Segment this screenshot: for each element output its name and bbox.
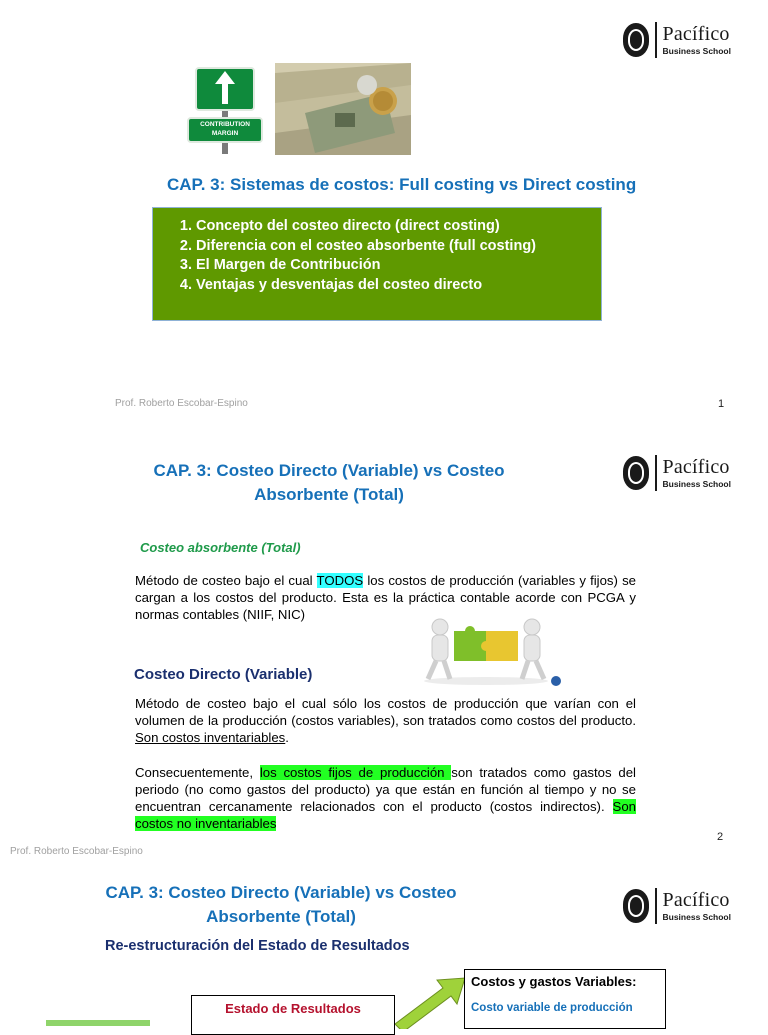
absorbing-paragraph: Método de costeo bajo el cual TODOS los costos de producción (variables y fijos) se cargan a los costos del producto. Esta es la práctica contable acorde con PCGA y normas contables (NIIF, NIC) <box>135 573 636 622</box>
logo-sub: Business School <box>662 46 731 57</box>
slide-1 <box>0 0 768 425</box>
sign-label: CONTRIBUTION MARGIN <box>200 121 250 137</box>
variable-costs-title: Costos y gastos Variables: <box>471 974 637 989</box>
pacifico-logo <box>623 888 731 924</box>
slide2-page-number: 2 <box>717 831 724 843</box>
slide3-title-line2: Absorbente (Total) <box>206 907 356 926</box>
topic-item: 4. Ventajas y desventajas del costeo directo <box>196 276 601 296</box>
variable-costs-box <box>464 969 666 1029</box>
highlight-fixed-costs: los costos fijos de producción <box>259 765 452 780</box>
money-image <box>275 63 411 155</box>
contribution-margin-sign-image <box>186 66 264 154</box>
variable-costs-item: Costo variable de producción <box>471 1002 633 1014</box>
direct-costing-heading: Costeo Directo (Variable) <box>134 666 313 683</box>
seal-icon <box>623 23 649 57</box>
slide-2 <box>0 433 768 861</box>
topic-item: 1. Concepto del costeo directo (direct costing) <box>196 217 601 237</box>
slide3-title-line1: CAP. 3: Costeo Directo (Variable) vs Costeo <box>105 883 457 902</box>
seal-icon <box>623 456 649 490</box>
direct-paragraph: Método de costeo bajo el cual sólo los costos de producción que varían con el volumen de la producción (costos variables), son tratados como costos del producto. Son costos inventariables. <box>135 696 636 745</box>
slide1-footer: Prof. Roberto Escobar-Espino <box>115 398 248 409</box>
slide2-footer: Prof. Roberto Escobar-Espino <box>10 846 143 857</box>
slide1-page-number: 1 <box>718 398 725 410</box>
slide2-title-line2: Absorbente (Total) <box>254 485 404 504</box>
estado-resultados-label: Estado de Resultados <box>225 1001 361 1016</box>
slide2-title <box>100 459 558 507</box>
green-block <box>46 1020 150 1026</box>
logo-name: Pacífico <box>662 456 730 479</box>
topics-list <box>153 208 601 295</box>
topic-item: 3. El Margen de Contribución <box>196 256 601 276</box>
estado-resultados-box <box>191 995 395 1035</box>
pacifico-logo <box>623 455 731 491</box>
arrow-icon <box>395 974 470 1029</box>
slide3-subtitle: Re-estructuración del Estado de Resultados <box>105 938 410 954</box>
slide1-title: CAP. 3: Sistemas de costos: Full costing vs Direct costing <box>167 175 637 194</box>
highlight-no-inventariables: Son costos no inventariables <box>135 799 636 831</box>
slide-3 <box>0 866 768 1024</box>
highlight-todos: TODOS <box>316 573 364 588</box>
puzzle-people-image <box>406 611 566 687</box>
inventariables-text: Son costos inventariables <box>135 730 286 745</box>
seal-icon <box>623 889 649 923</box>
logo-sub: Business School <box>662 912 731 923</box>
logo-name: Pacífico <box>662 889 730 912</box>
logo-name: Pacífico <box>662 23 730 46</box>
topic-item: 2. Diferencia con el costeo absorbente (full costing) <box>196 237 601 257</box>
pacifico-logo <box>623 22 731 58</box>
slide2-subtitle: Costeo absorbente (Total) <box>140 540 301 555</box>
slide2-title-line1: CAP. 3: Costeo Directo (Variable) vs Costeo <box>153 461 505 480</box>
slide3-title <box>52 881 510 929</box>
topics-box <box>152 207 602 321</box>
logo-sub: Business School <box>662 479 731 490</box>
fixed-costs-paragraph: Consecuentemente, los costos fijos de producción son tratados como gastos del periodo (no como gastos del producto) ya que están en función al tiempo y no se encuentran cercanamente relacionados con el producto (costos indirectos). Son costos no inventariables <box>135 765 636 831</box>
